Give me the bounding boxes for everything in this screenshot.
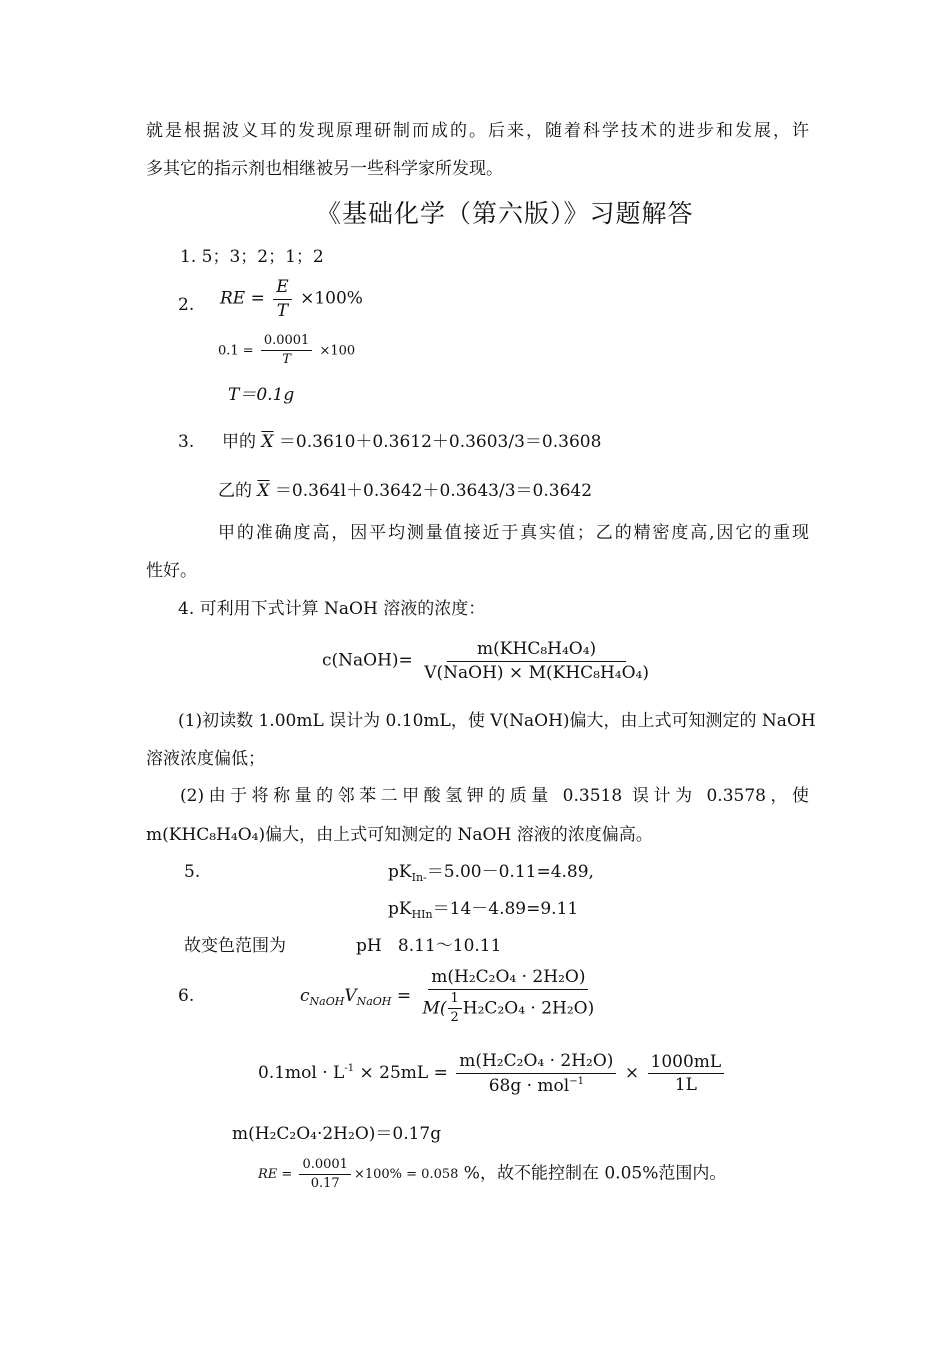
answer-4-p2-line-2: m(KHC₈H₄O₄)偏大，由上式可知测定的 NaOH 溶液的浓度偏高。	[146, 825, 653, 845]
answer-5-range-label: 故变色范围为	[184, 936, 286, 956]
eq2-rhs: ×100	[319, 343, 356, 359]
mass-fraction	[456, 1052, 616, 1095]
molar-mass-value: 68g · mol	[488, 1075, 570, 1096]
half-denominator: 2	[450, 1009, 459, 1025]
c-symbol: c	[300, 986, 310, 1007]
re2-fraction	[299, 1158, 351, 1192]
answer-4-intro: 4. 可利用下式计算 NaOH 溶液的浓度：	[178, 599, 486, 619]
yi-expression: ＝0.364l＋0.3642＋0.3643/3＝0.3642	[274, 481, 593, 501]
unit-denominator: 1L	[674, 1075, 697, 1096]
oxalic-fraction	[419, 968, 597, 1025]
answer-3-conclusion-1: 甲的准确度高，因平均测量值接近于真实值；乙的精密度高,因它的重现	[218, 523, 809, 543]
conc-value: 0.1mol · L	[258, 1063, 345, 1084]
c-subscript: NaOH	[309, 995, 345, 1009]
intro-line-1: 就是根据波义耳的发现原理研制而成的。后来，随着科学技术的进步和发展，许	[146, 121, 809, 141]
v-symbol: V	[344, 986, 357, 1007]
re2-lhs: RE =	[258, 1167, 293, 1183]
answer-5-number: 5.	[184, 862, 201, 882]
answer-3-number: 3.	[178, 432, 195, 452]
answer-3-conclusion-2: 性好。	[146, 561, 197, 581]
eq2-fraction	[261, 334, 313, 368]
mass-denominator	[486, 1074, 587, 1096]
mass-numerator: m(H₂C₂O₄ · 2H₂O)	[456, 1052, 616, 1074]
answer-3-yi	[218, 482, 592, 502]
re2-rhs: ×100% = 0.058	[353, 1167, 459, 1183]
answer-3-jia	[222, 433, 601, 453]
pk-expression: ＝5.00－0.11=4.89,	[426, 862, 594, 882]
answer-2-result: T＝0.1g	[228, 385, 295, 405]
jia-expression: ＝0.3610＋0.3612＋0.3603/3＝0.3608	[278, 432, 602, 452]
yi-prefix: 乙的	[218, 481, 252, 501]
pk-subscript: In-	[411, 871, 427, 884]
re2-term	[258, 1157, 459, 1192]
molar-mass-formula: H₂C₂O₄ · 2H₂O)	[462, 997, 595, 1018]
re2-numerator: 0.0001	[299, 1158, 351, 1175]
naoh-fraction	[421, 640, 652, 682]
answer-5-pkin	[388, 863, 594, 885]
re-numerator: E	[273, 278, 291, 300]
times-sign: ×	[624, 1063, 640, 1084]
oxalic-denominator	[419, 990, 597, 1026]
re-denominator: T	[276, 300, 289, 321]
answer-5-range-value: pH 8.11～10.11	[356, 936, 502, 956]
answer-2-re-formula	[220, 278, 363, 320]
pk-subscript-2: HIn	[411, 908, 433, 921]
intro-line-2: 多其它的指示剂也相继被另一些科学家所发现。	[146, 159, 503, 179]
answer-2-equation	[218, 334, 355, 368]
half-fraction	[448, 992, 462, 1026]
answer-6-re	[258, 1158, 726, 1192]
re2-conclusion: %，故不能控制在 0.05%范围内。	[463, 1163, 727, 1184]
re-lhs: RE =	[220, 288, 265, 309]
unit-numerator: 1000mL	[648, 1053, 725, 1075]
re-rhs: ×100%	[300, 288, 363, 309]
eq2-numerator: 0.0001	[261, 334, 313, 351]
volume-term: × 25mL =	[354, 1063, 448, 1084]
pk-label-2: pK	[388, 899, 412, 919]
pk-expression-2: ＝14－4.89=9.11	[432, 899, 579, 919]
molar-mass-exponent: −1	[569, 1075, 584, 1087]
answer-6-formula-2	[258, 1052, 727, 1095]
answer-1: 1. 5；3；2；1；2	[180, 247, 324, 267]
mean-x-bar: $\overline{X}$	[261, 432, 274, 452]
oxalic-numerator: m(H₂C₂O₄ · 2H₂O)	[428, 968, 588, 990]
jia-prefix: 甲的	[222, 432, 256, 452]
mean-x-bar-2: $\overline{X}$	[257, 481, 270, 501]
answer-4-p1-line-1: (1)初读数 1.00mL 误计为 0.10mL，使 V(NaOH)偏大，由上式可知测定的 NaOH	[178, 711, 816, 731]
page-title: 《基础化学（第六版）》习题解答	[316, 199, 694, 228]
re2-denominator: 0.17	[310, 1176, 340, 1192]
naoh-numerator: m(KHC₈H₄O₄)	[447, 640, 626, 662]
answer-6-formula-1	[300, 968, 600, 1025]
c-naoh	[300, 986, 392, 1009]
half-numerator: 1	[448, 992, 462, 1009]
unit-fraction	[648, 1053, 725, 1095]
naoh-denominator: V(NaOH) × M(KHC₈H₄O₄)	[424, 662, 649, 683]
answer-6-number: 6.	[178, 986, 195, 1006]
answer-6-result: m(H₂C₂O₄·2H₂O)＝0.17g	[232, 1124, 442, 1144]
eq2-denominator: T	[282, 352, 291, 368]
answer-4-formula	[322, 640, 655, 682]
molar-mass-open: M(	[422, 997, 447, 1018]
conc-exponent: -1	[344, 1063, 355, 1075]
eq-sign: =	[396, 986, 412, 1007]
naoh-lhs: c(NaOH)=	[322, 650, 413, 671]
v-subscript: NaOH	[356, 995, 392, 1009]
eq2-lhs: 0.1 =	[218, 343, 254, 359]
answer-4-p2-line-1: (2)由于将称量的邻苯二甲酸氢钾的质量 0.3518 误计为 0.3578，使	[180, 786, 809, 806]
answer-4-p1-line-2: 溶液浓度偏低；	[146, 749, 265, 769]
answer-2-number: 2.	[178, 295, 195, 315]
conc-term	[258, 1063, 448, 1083]
re-fraction	[273, 278, 291, 320]
answer-5-pkhin	[388, 900, 578, 922]
pk-label: pK	[388, 862, 412, 882]
